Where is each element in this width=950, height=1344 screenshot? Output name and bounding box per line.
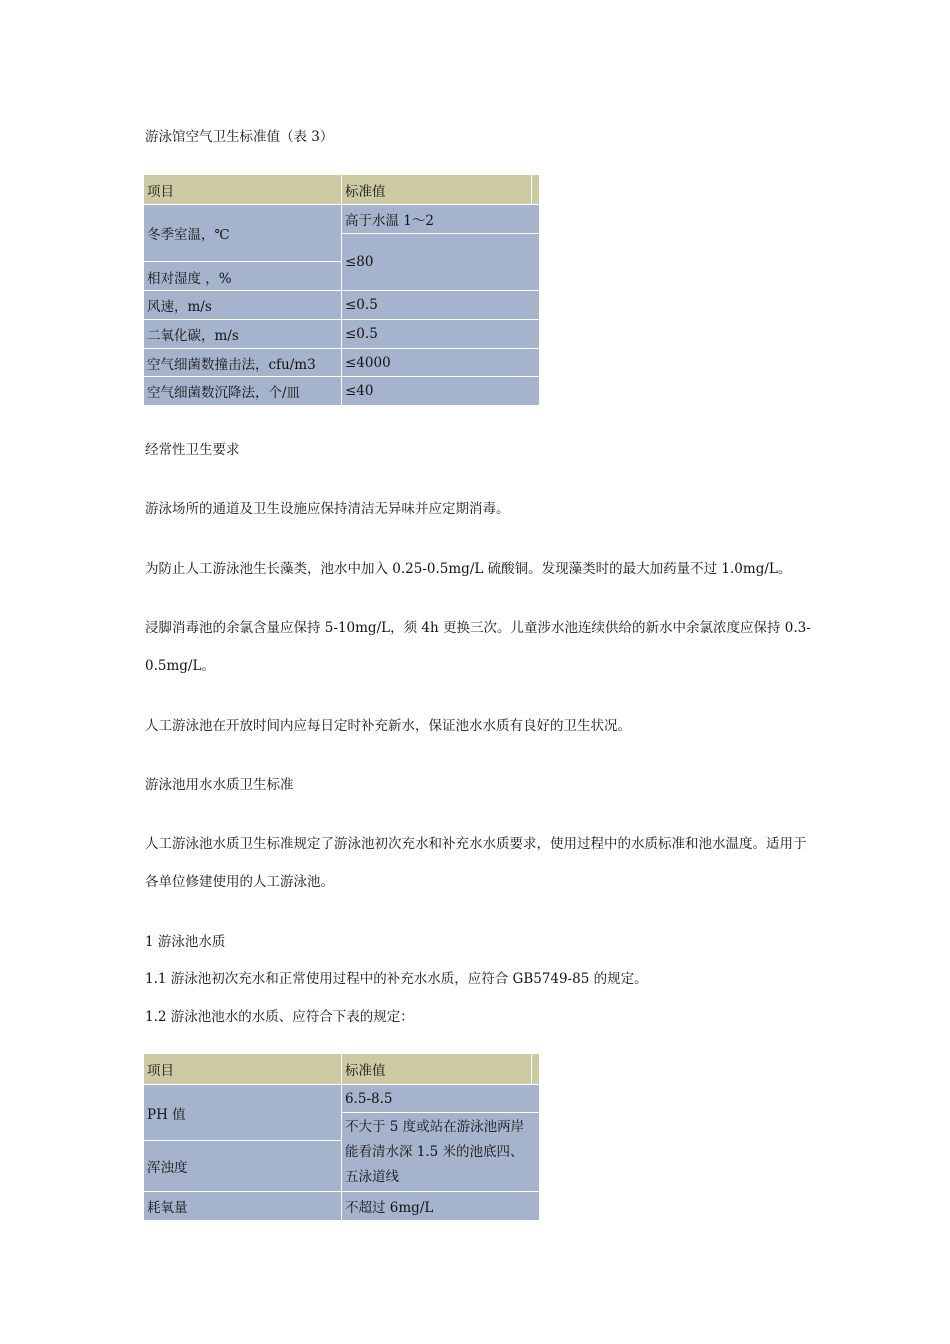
table-cell-value: 不大于 5 度或站在游泳池两岸能看清水深 1.5 米的池底四、五泳道线 xyxy=(342,1113,540,1192)
table-cell-value: 高于水温 1～2 xyxy=(342,205,540,234)
paragraph: 人工游泳池水质卫生标准规定了游泳池初次充水和补充水水质要求，使用过程中的水质标准和池水温度。适用于各单位修建使用的人工游泳池。 xyxy=(145,836,807,890)
paragraph: 1.2 游泳池池水的水质、应符合下表的规定： xyxy=(145,1009,414,1025)
section-heading: 游泳池用水水质卫生标准 xyxy=(145,777,294,793)
table-cell-item: PH 值 xyxy=(144,1085,342,1141)
section-heading: 经常性卫生要求 xyxy=(145,442,240,458)
table-cell-item: 二氧化碳，m/s xyxy=(144,320,342,349)
table-cell-value: 6.5-8.5 xyxy=(342,1085,540,1113)
air-table-caption: 游泳馆空气卫生标准值（表 3） xyxy=(145,129,334,145)
air-standard-table xyxy=(143,174,540,406)
paragraph: 人工游泳池在开放时间内应每日定时补充新水，保证池水水质有良好的卫生状况。 xyxy=(145,718,631,734)
table-cell-value: ≤4000 xyxy=(342,349,540,377)
table-cell-value: ≤0.5 xyxy=(342,291,540,320)
table-cell-item: 相对湿度 ，% xyxy=(144,262,342,291)
table-cell-item: 空气细菌数沉降法，个/皿 xyxy=(144,377,342,406)
table-cell-item: 空气细菌数撞击法，cfu/m3 xyxy=(144,349,342,377)
table-cell-item: 浑浊度 xyxy=(144,1141,342,1192)
table-cell-item: 耗氧量 xyxy=(144,1192,342,1221)
header-value: 标准值 xyxy=(342,175,532,205)
header-item: 项目 xyxy=(144,175,342,205)
header-value: 标准值 xyxy=(342,1054,532,1085)
paragraph: 1.1 游泳池初次充水和正常使用过程中的补充水水质，应符合 GB5749-85 的规定。 xyxy=(145,971,648,987)
table-cell-value: 不超过 6mg/L xyxy=(342,1192,540,1221)
paragraph: 游泳场所的通道及卫生设施应保持清洁无异味并应定期消毒。 xyxy=(145,501,510,517)
table-cell-value: ≤0.5 xyxy=(342,320,540,349)
paragraph: 为防止人工游泳池生长藻类，池水中加入 0.25-0.5mg/L 硫酸铜。发现藻类时的最大加药量不过 1.0mg/L。 xyxy=(145,561,792,577)
paragraph: 浸脚消毒池的余氯含量应保持 5-10mg/L，须 4h 更换三次。儿童涉水池连续供给的新水中余氯浓度应保持 0.3-0.5mg/L。 xyxy=(145,620,811,674)
water-standard-table xyxy=(143,1053,540,1221)
table-cell-item: 冬季室温，℃ xyxy=(144,205,342,262)
table-cell-value: ≤40 xyxy=(342,377,540,406)
table-cell-value: ≤80 xyxy=(342,234,540,291)
table-cell-item: 风速，m/s xyxy=(144,291,342,320)
header-item: 项目 xyxy=(144,1054,342,1085)
section-heading: 1 游泳池水质 xyxy=(145,934,226,950)
